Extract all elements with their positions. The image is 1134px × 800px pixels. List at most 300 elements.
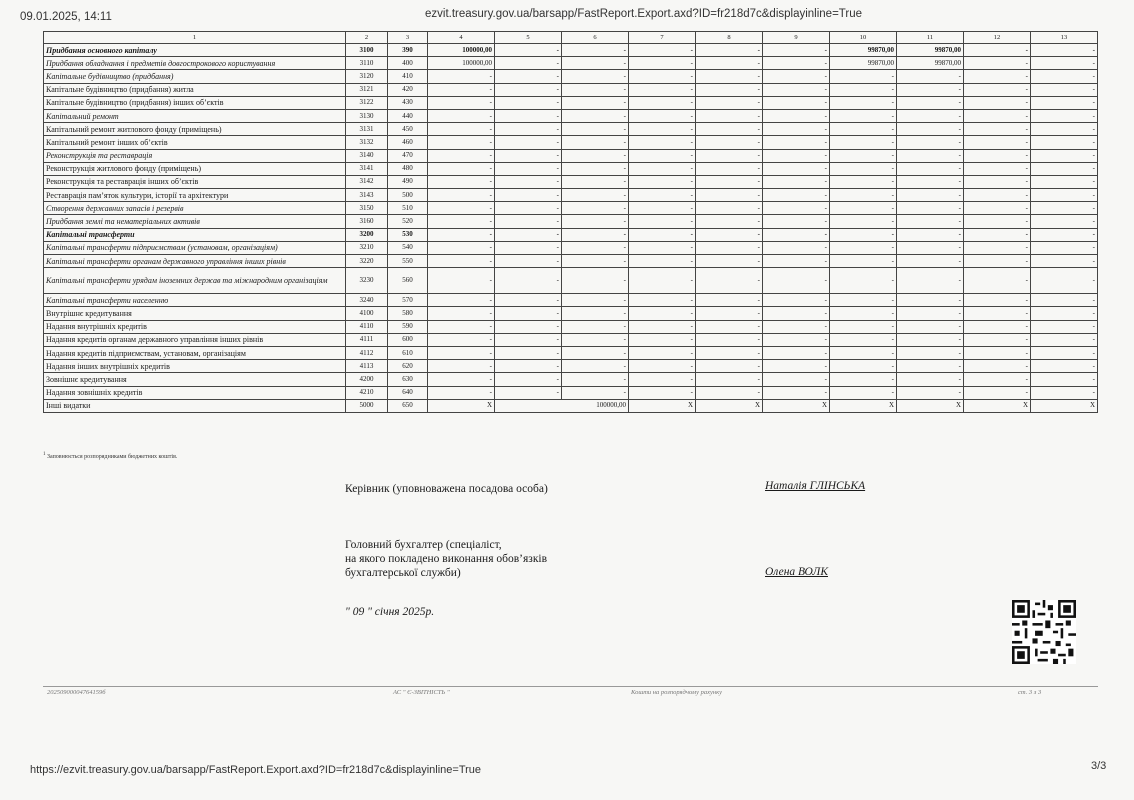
print-datetime: 09.01.2025, 14:11 [20,11,112,23]
table-cell: - [428,294,495,307]
table-cell: - [964,162,1031,175]
table-cell: - [897,162,964,175]
table-cell: X [763,399,830,412]
table-cell: 590 [388,320,428,333]
table-row [44,333,1098,346]
table-cell: - [562,70,629,83]
table-cell: - [562,149,629,162]
table-cell: - [1031,241,1098,254]
table-cell: - [964,149,1031,162]
table-cell: - [897,294,964,307]
table-cell: 3140 [346,149,388,162]
table-cell: - [830,294,897,307]
table-cell: - [629,189,696,202]
table-cell: - [763,360,830,373]
table-cell: - [562,294,629,307]
table-cell: - [629,268,696,294]
table-cell: - [763,228,830,241]
table-row [44,70,1098,83]
table-cell: - [897,149,964,162]
column-header: 7 [629,32,696,44]
accountant-title-line1: Головний бухгалтер (спеціаліст, [345,539,502,551]
row-label: Капітальні трансферти населенню [44,294,346,307]
table-cell: 520 [388,215,428,228]
table-cell: - [696,70,763,83]
table-cell: 3142 [346,175,388,188]
table-cell: - [629,149,696,162]
table-cell: - [763,96,830,109]
table-cell: - [428,346,495,359]
table-row [44,215,1098,228]
table-cell: 100000,00 [428,57,495,70]
table-cell: - [763,44,830,57]
table-cell: - [696,268,763,294]
table-cell: - [830,162,897,175]
table-cell: - [696,386,763,399]
table-cell: - [629,346,696,359]
head-name: Наталія ГЛІНСЬКА [765,480,866,492]
table-cell: - [964,333,1031,346]
table-cell: - [696,228,763,241]
table-cell: - [897,255,964,268]
footer-doc-id: 20250900004764159б [47,689,106,696]
column-header: 5 [495,32,562,44]
table-cell: 620 [388,360,428,373]
table-cell: 3141 [346,162,388,175]
table-cell: - [1031,149,1098,162]
table-cell: 100000,00 [428,44,495,57]
table-cell: 3143 [346,189,388,202]
table-row [44,294,1098,307]
table-cell: - [696,294,763,307]
table-cell: - [1031,294,1098,307]
table-cell: - [964,44,1031,57]
table-cell: - [629,294,696,307]
table-cell: - [696,241,763,254]
table-cell: - [763,294,830,307]
table-cell: - [696,346,763,359]
table-cell: 3121 [346,83,388,96]
table-row [44,136,1098,149]
table-cell: - [1031,96,1098,109]
table-row [44,228,1098,241]
table-cell: - [763,149,830,162]
table-cell: X [1031,399,1098,412]
table-cell: - [1031,123,1098,136]
table-cell: - [1031,44,1098,57]
table-cell: - [964,202,1031,215]
table-cell: - [830,255,897,268]
table-cell: 450 [388,123,428,136]
table-cell: - [830,373,897,386]
table-cell: - [562,57,629,70]
table-cell: 550 [388,255,428,268]
table-cell: - [1031,136,1098,149]
row-label: Внутрішнє кредитування [44,307,346,320]
table-cell: - [830,215,897,228]
row-label: Реставрація пам’яток культури, історії та архітектури [44,189,346,202]
table-cell: - [696,83,763,96]
column-header: 13 [1031,32,1098,44]
table-cell: - [696,136,763,149]
table-row [44,241,1098,254]
table-cell: 470 [388,149,428,162]
table-cell: - [897,123,964,136]
table-cell: - [964,136,1031,149]
table-cell: X [629,399,696,412]
row-label: Придбання землі та нематеріальних активів [44,215,346,228]
table-cell: - [562,386,629,399]
table-cell: - [562,333,629,346]
table-cell: - [830,320,897,333]
accountant-title-line2: на якого покладено виконання обов’язків [345,553,548,565]
table-cell: - [629,175,696,188]
table-cell: - [964,123,1031,136]
table-cell: - [897,136,964,149]
table-cell: - [428,83,495,96]
table-cell: - [562,215,629,228]
table-cell: - [1031,268,1098,294]
footnote-text: Заповнюється розпорядниками бюджетних коштів. [47,454,178,460]
table-cell: 3220 [346,255,388,268]
table-cell: - [562,136,629,149]
table-cell: - [696,373,763,386]
table-cell: - [495,189,562,202]
accountant-title [345,538,547,580]
table-cell: - [562,189,629,202]
table-cell: 3131 [346,123,388,136]
table-row [44,307,1098,320]
column-header: 6 [562,32,629,44]
column-header: 11 [897,32,964,44]
table-cell: - [696,360,763,373]
table-cell: 540 [388,241,428,254]
table-cell: X [428,399,495,412]
table-cell: - [763,57,830,70]
footnote: $^1$ Заповнюється розпорядниками бюджетних коштів. [43,452,178,460]
table-cell: - [696,123,763,136]
table-cell: - [897,215,964,228]
table-cell: 640 [388,386,428,399]
table-cell: - [495,83,562,96]
table-cell: - [897,360,964,373]
table-cell: - [964,346,1031,359]
browser-print-header [0,8,1134,24]
table-cell: - [696,149,763,162]
column-header: 9 [763,32,830,44]
table-cell: - [830,386,897,399]
table-cell: - [495,96,562,109]
table-row [44,162,1098,175]
table-cell: - [696,320,763,333]
table-row [44,360,1098,373]
table-cell: - [428,189,495,202]
footer-account-type: Кошти на розпорядчому рахунку [631,689,722,696]
table-cell: - [1031,346,1098,359]
table-cell: - [763,70,830,83]
head-title: Керівник (уповноважена посадова особа) [345,483,548,495]
table-cell: - [964,175,1031,188]
table-row [44,268,1098,294]
table-cell: - [696,175,763,188]
table-cell: - [964,373,1031,386]
table-cell: - [562,268,629,294]
table-cell: - [763,83,830,96]
table-row [44,123,1098,136]
table-cell: 4111 [346,333,388,346]
table-cell: - [964,228,1031,241]
table-cell: 570 [388,294,428,307]
table-cell: - [696,162,763,175]
table-cell: - [1031,373,1098,386]
table-cell: 510 [388,202,428,215]
table-cell: - [562,44,629,57]
table-cell: - [830,83,897,96]
table-cell: - [495,175,562,188]
table-cell: 650 [388,399,428,412]
table-cell: - [629,202,696,215]
row-label: Створення державних запасів і резервів [44,202,346,215]
table-cell: - [562,109,629,122]
table-cell: - [763,123,830,136]
table-cell: - [763,136,830,149]
table-cell: 99870,00 [897,44,964,57]
table-cell: - [562,202,629,215]
table-cell: - [830,307,897,320]
table-cell: - [495,149,562,162]
table-cell: 4113 [346,360,388,373]
table-cell: - [830,202,897,215]
table-cell: 430 [388,96,428,109]
table-cell: - [495,136,562,149]
row-label: Реконструкція та реставрація [44,149,346,162]
table-cell: - [964,241,1031,254]
table-row [44,399,1098,412]
table-cell: - [495,44,562,57]
table-cell: 3160 [346,215,388,228]
table-cell: - [1031,386,1098,399]
footer-system: АС " Є-ЗВІТНІСТЬ " [393,689,450,696]
table-cell: - [763,215,830,228]
table-cell: - [830,96,897,109]
print-page-number: 3/3 [1091,760,1107,772]
table-cell: - [428,360,495,373]
row-label: Надання кредитів органам державного управління інших рівнів [44,333,346,346]
table-cell: - [763,346,830,359]
table-cell: - [428,241,495,254]
print-url-top: ezvit.treasury.gov.ua/barsapp/FastReport.Export.axd?ID=fr218d7c&displayinline=True [425,8,863,20]
table-cell: - [629,386,696,399]
table-cell: - [1031,333,1098,346]
table-cell: 400 [388,57,428,70]
table-cell: - [830,241,897,254]
table-cell: - [763,255,830,268]
table-cell: - [1031,215,1098,228]
row-label: Капітальний ремонт [44,109,346,122]
table-cell: - [1031,320,1098,333]
table-cell: 4110 [346,320,388,333]
table-cell: - [428,149,495,162]
table-cell: - [629,373,696,386]
table-cell: - [897,320,964,333]
table-cell: - [964,307,1031,320]
table-cell: - [696,96,763,109]
table-cell: - [495,109,562,122]
table-cell: - [964,268,1031,294]
table-cell: - [629,57,696,70]
table-cell: - [763,109,830,122]
table-cell: - [1031,175,1098,188]
table-cell: 530 [388,228,428,241]
table-cell: 3110 [346,57,388,70]
row-label: Зовнішнє кредитування [44,373,346,386]
table-cell: - [964,255,1031,268]
table-row [44,346,1098,359]
table-cell: - [897,189,964,202]
footer-page: ст. 3 з 3 [1018,689,1042,696]
table-cell: - [1031,202,1098,215]
table-cell: - [696,57,763,70]
table-cell: - [428,373,495,386]
table-cell: - [830,360,897,373]
table-cell: - [428,333,495,346]
table-cell: - [1031,83,1098,96]
table-cell: - [428,96,495,109]
table-cell: - [964,96,1031,109]
table-row [44,386,1098,399]
table-row [44,175,1098,188]
table-row [44,255,1098,268]
table-cell: - [562,307,629,320]
table-cell: - [629,241,696,254]
table-cell: 3132 [346,136,388,149]
row-label: Капітальні трансферти органам державного управління інших рівнів [44,255,346,268]
table-cell: - [964,386,1031,399]
print-url-bottom: https://ezvit.treasury.gov.ua/barsapp/FastReport.Export.axd?ID=fr218d7c&displayinline=True [30,764,482,776]
table-cell: 410 [388,70,428,83]
table-cell: 3122 [346,96,388,109]
column-header: 3 [388,32,428,44]
table-cell: - [428,136,495,149]
table-cell: - [629,320,696,333]
column-header: 12 [964,32,1031,44]
table-cell: 390 [388,44,428,57]
row-label: Реконструкція житлового фонду (приміщень) [44,162,346,175]
table-cell: - [428,70,495,83]
table-cell: - [830,136,897,149]
table-cell: 3150 [346,202,388,215]
table-cell: - [428,386,495,399]
table-cell: 99870,00 [830,57,897,70]
table-cell: - [495,255,562,268]
row-label: Капітальний ремонт інших об’єктів [44,136,346,149]
table-cell: - [495,360,562,373]
table-cell: 630 [388,373,428,386]
table-cell: - [495,346,562,359]
table-cell: - [562,123,629,136]
table-cell: - [428,268,495,294]
row-label: Інші видатки [44,399,346,412]
table-cell: - [830,149,897,162]
table-cell: - [696,109,763,122]
table-cell: - [696,215,763,228]
table-cell: 490 [388,175,428,188]
table-row [44,83,1098,96]
table-cell: 500 [388,189,428,202]
table-cell: - [897,307,964,320]
table-cell: - [897,175,964,188]
table-cell: - [897,228,964,241]
row-label: Придбання обладнання і предметів довгострокового користування [44,57,346,70]
table-cell: 4210 [346,386,388,399]
table-cell: - [830,109,897,122]
table-cell: - [763,307,830,320]
table-cell: - [428,162,495,175]
table-cell: - [696,202,763,215]
table-cell: - [629,70,696,83]
table-cell: - [763,189,830,202]
table-row [44,189,1098,202]
table-cell: - [495,57,562,70]
table-cell: 580 [388,307,428,320]
table-cell: - [562,373,629,386]
table-cell: - [629,228,696,241]
table-cell: - [495,215,562,228]
table-cell: 3100 [346,44,388,57]
table-cell: - [562,360,629,373]
column-header: 2 [346,32,388,44]
table-cell: - [763,373,830,386]
table-cell: - [1031,57,1098,70]
table-cell: 440 [388,109,428,122]
table-cell: - [763,241,830,254]
table-cell: - [897,109,964,122]
table-cell: - [964,360,1031,373]
table-cell: - [495,386,562,399]
table-cell: - [629,136,696,149]
table-cell: - [428,123,495,136]
table-cell: - [1031,255,1098,268]
table-cell: X [696,399,763,412]
page-footer [43,686,1098,699]
table-cell: - [428,202,495,215]
table-cell: - [495,320,562,333]
table-cell: - [897,202,964,215]
accountant-name: Олена ВОЛК [765,566,828,578]
table-cell: - [495,70,562,83]
table-cell: - [629,255,696,268]
table-cell: 3200 [346,228,388,241]
table-cell: - [428,320,495,333]
row-label: Капітальне будівництво (придбання) інших об’єктів [44,96,346,109]
table-cell: - [1031,162,1098,175]
row-label: Надання зовнішніх кредитів [44,386,346,399]
table-cell: - [1031,360,1098,373]
table-cell: 99870,00 [830,44,897,57]
table-cell: - [495,307,562,320]
table-cell: - [830,175,897,188]
table-cell: - [562,320,629,333]
table-cell: - [562,162,629,175]
row-label: Капітальне будівництво (придбання) житла [44,83,346,96]
table-cell: - [562,83,629,96]
table-cell: - [696,307,763,320]
row-label: Капітальні трансферти [44,228,346,241]
table-cell: - [495,123,562,136]
table-cell: - [763,268,830,294]
table-cell: - [562,346,629,359]
table-cell: - [830,346,897,359]
